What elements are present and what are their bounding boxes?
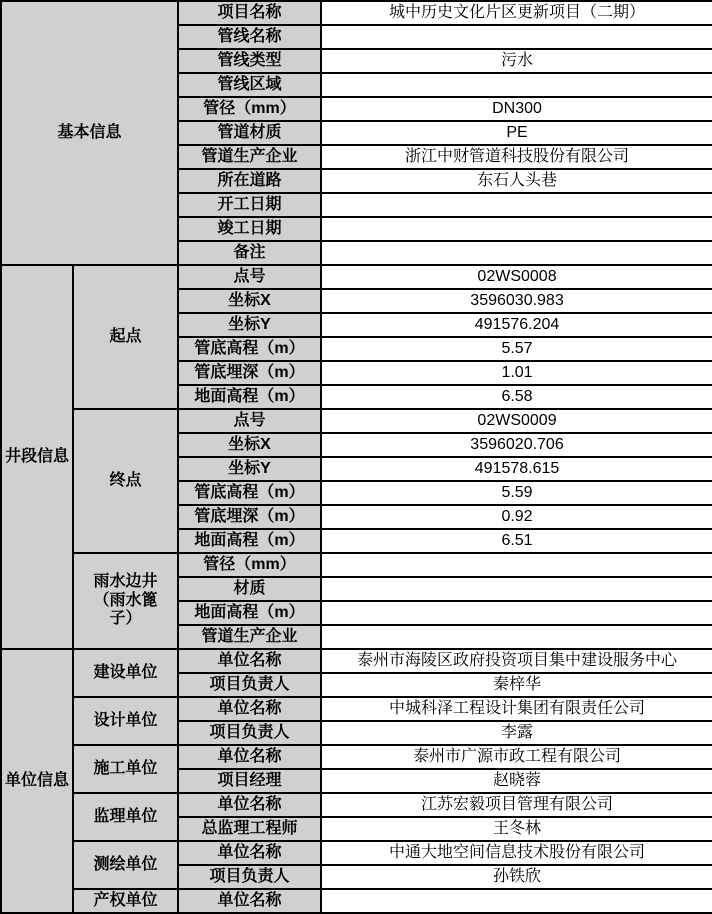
pipeline-name-value [321, 25, 712, 49]
end-pipe-bottom-elevation-value: 5.59 [321, 481, 712, 505]
start-pipe-bottom-depth-label: 管底埋深（m） [178, 361, 321, 385]
end-pipe-bottom-depth-label: 管底埋深（m） [178, 505, 321, 529]
road-value: 东石人头巷 [321, 169, 712, 193]
pipeline-area-label: 管线区域 [178, 73, 321, 97]
table-row [1, 265, 712, 289]
chief-supervision-engineer-label: 总监理工程师 [178, 817, 321, 841]
gully-pipe-diameter-value [321, 553, 712, 577]
table-row [1, 745, 712, 769]
start-pipe-bottom-depth-value: 1.01 [321, 361, 712, 385]
group-end-point: 终点 [73, 409, 178, 553]
pipe-material-value: PE [321, 121, 712, 145]
gully-ground-elevation-value [321, 601, 712, 625]
pipeline-area-value [321, 73, 712, 97]
start-coord-x-value: 3596030.983 [321, 289, 712, 313]
pipe-diameter-value: DN300 [321, 97, 712, 121]
pipeline-type-value: 污水 [321, 49, 712, 73]
pipe-manufacturer-value: 浙江中财管道科技股份有限公司 [321, 145, 712, 169]
client-project-leader-label: 项目负责人 [178, 673, 321, 697]
supervision-unit-name-label: 单位名称 [178, 793, 321, 817]
completion-date-value [321, 217, 712, 241]
table-row [1, 553, 712, 577]
start-date-label: 开工日期 [178, 193, 321, 217]
design-project-leader-label: 项目负责人 [178, 721, 321, 745]
gully-material-label: 材质 [178, 577, 321, 601]
table-row [1, 1, 712, 25]
project-name-label: 项目名称 [178, 1, 321, 25]
table-row [1, 841, 712, 865]
group-rainwater-gully: 雨水边井（雨水篦子） [73, 553, 178, 649]
design-project-leader-value: 李露 [321, 721, 712, 745]
pipe-diameter-label: 管径（mm） [178, 97, 321, 121]
gully-pipe-diameter-label: 管径（mm） [178, 553, 321, 577]
survey-project-leader-value: 孙铁欣 [321, 865, 712, 889]
construction-unit-name-value: 泰州市广源市政工程有限公司 [321, 745, 712, 769]
group-property-unit: 产权单位 [73, 889, 178, 913]
gully-material-value [321, 577, 712, 601]
pipe-manufacturer-label: 管道生产企业 [178, 145, 321, 169]
client-unit-name-value: 泰州市海陵区政府投资项目集中建设服务中心 [321, 649, 712, 673]
section-unit-info: 单位信息 [1, 649, 73, 913]
start-pipe-bottom-elevation-value: 5.57 [321, 337, 712, 361]
table-row [1, 697, 712, 721]
start-ground-elevation-value: 6.58 [321, 385, 712, 409]
group-start-point: 起点 [73, 265, 178, 409]
design-unit-name-value: 中城科泽工程设计集团有限责任公司 [321, 697, 712, 721]
end-ground-elevation-label: 地面高程（m） [178, 529, 321, 553]
end-coord-y-label: 坐标Y [178, 457, 321, 481]
end-point-number-label: 点号 [178, 409, 321, 433]
completion-date-label: 竣工日期 [178, 217, 321, 241]
construction-project-manager-value: 赵晓蓉 [321, 769, 712, 793]
group-supervision-unit: 监理单位 [73, 793, 178, 841]
survey-unit-name-label: 单位名称 [178, 841, 321, 865]
table-row [1, 889, 712, 913]
section-well-segment-info: 井段信息 [1, 265, 73, 649]
construction-unit-name-label: 单位名称 [178, 745, 321, 769]
remarks-value [321, 241, 712, 265]
start-pipe-bottom-elevation-label: 管底高程（m） [178, 337, 321, 361]
table-row [1, 649, 712, 673]
pipe-material-label: 管道材质 [178, 121, 321, 145]
end-coord-y-value: 491578.615 [321, 457, 712, 481]
gully-pipe-manufacturer-value [321, 625, 712, 649]
table-row [1, 793, 712, 817]
section-basic-info: 基本信息 [1, 1, 178, 265]
start-point-number-label: 点号 [178, 265, 321, 289]
construction-project-manager-label: 项目经理 [178, 769, 321, 793]
group-construction-unit: 施工单位 [73, 745, 178, 793]
property-unit-name-value [321, 889, 712, 913]
design-unit-name-label: 单位名称 [178, 697, 321, 721]
start-coord-y-label: 坐标Y [178, 313, 321, 337]
end-pipe-bottom-elevation-label: 管底高程（m） [178, 481, 321, 505]
end-point-number-value: 02WS0009 [321, 409, 712, 433]
client-unit-name-label: 单位名称 [178, 649, 321, 673]
end-coord-x-value: 3596020.706 [321, 433, 712, 457]
client-project-leader-value: 秦梓华 [321, 673, 712, 697]
start-date-value [321, 193, 712, 217]
table-row [1, 409, 712, 433]
property-unit-name-label: 单位名称 [178, 889, 321, 913]
pipeline-name-label: 管线名称 [178, 25, 321, 49]
supervision-unit-name-value: 江苏宏毅项目管理有限公司 [321, 793, 712, 817]
start-point-number-value: 02WS0008 [321, 265, 712, 289]
remarks-label: 备注 [178, 241, 321, 265]
end-coord-x-label: 坐标X [178, 433, 321, 457]
group-design-unit: 设计单位 [73, 697, 178, 745]
gully-ground-elevation-label: 地面高程（m） [178, 601, 321, 625]
end-ground-elevation-value: 6.51 [321, 529, 712, 553]
pipeline-type-label: 管线类型 [178, 49, 321, 73]
group-survey-unit: 测绘单位 [73, 841, 178, 889]
gully-pipe-manufacturer-label: 管道生产企业 [178, 625, 321, 649]
start-coord-y-value: 491576.204 [321, 313, 712, 337]
end-pipe-bottom-depth-value: 0.92 [321, 505, 712, 529]
group-construction-client: 建设单位 [73, 649, 178, 697]
road-label: 所在道路 [178, 169, 321, 193]
survey-unit-name-value: 中通大地空间信息技术股份有限公司 [321, 841, 712, 865]
survey-project-leader-label: 项目负责人 [178, 865, 321, 889]
chief-supervision-engineer-value: 王冬林 [321, 817, 712, 841]
project-name-value: 城中历史文化片区更新项目（二期） [321, 1, 712, 25]
start-coord-x-label: 坐标X [178, 289, 321, 313]
start-ground-elevation-label: 地面高程（m） [178, 385, 321, 409]
